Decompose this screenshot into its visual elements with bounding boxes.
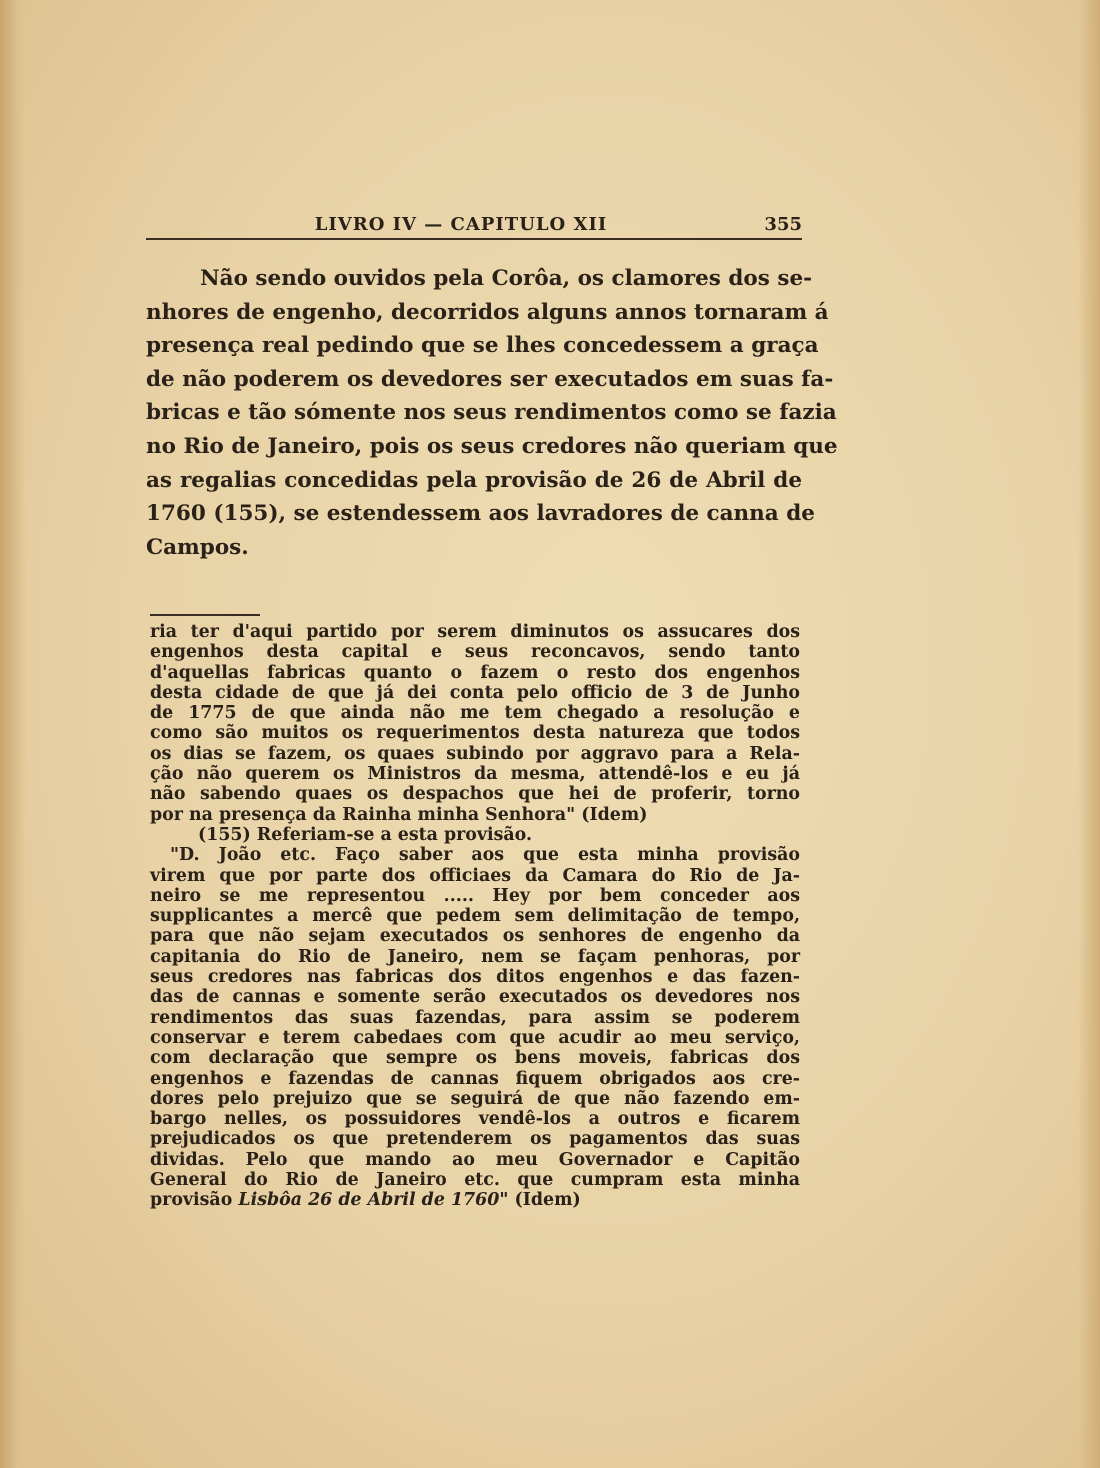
footnote-155-line: capitania do Rio de Janeiro, nem se façam penhoras, por [150, 946, 800, 967]
footnote-155-line: prejudicados os que pretenderem os pagamentos das suas [150, 1129, 800, 1150]
footnote-line: engenhos desta capital e seus reconcavos, sendo tanto [150, 642, 800, 663]
footnote-line: os dias se fazem, os quaes subindo por aggravo para a Rela- [150, 743, 800, 764]
footnotes [150, 622, 800, 1211]
footnote-line: como são muitos os requerimentos desta natureza que todos [150, 723, 800, 744]
footnote-155-line: dores pelo prejuizo que se seguirá de que não fazendo em- [150, 1088, 800, 1109]
body-line: nhores de engenho, decorridos alguns annos tornaram á [146, 299, 829, 325]
page-right-edge [1078, 0, 1100, 1468]
footnote-155-line: virem que por parte dos officiaes da Camara do Rio de Ja- [150, 865, 800, 886]
footnote-155-line: bargo nelles, os possuidores vendê-los a outros e ficarem [150, 1109, 800, 1130]
footnote-line: por na presença da Rainha minha Senhora" (Idem) [150, 804, 648, 825]
footnote-155-last-line [150, 1190, 800, 1210]
main-paragraph [146, 262, 838, 564]
footnote-155-line: seus credores nas fabricas dos ditos engenhos e das fazen- [150, 967, 800, 988]
page-left-edge [0, 0, 26, 1468]
body-line: Campos. [146, 534, 249, 560]
body-line: as regalias concedidas pela provisão de 26 de Abril de [146, 467, 802, 493]
body-line: 1760 (155), se estendessem aos lavradores de canna de [146, 501, 815, 527]
footnote-155-line: "D. João etc. Faço saber aos que esta minha provisão [170, 845, 800, 866]
footnote-155-line: para que não sejam executados os senhores de engenho da [150, 926, 800, 947]
footnote-line: ção não querem os Ministros da mesma, attendê-los e eu já [150, 764, 800, 785]
header-rule [146, 238, 802, 240]
footnote-line: não sabendo quaes os despachos que hei de proferir, torno [150, 784, 800, 805]
footnote-155-line: neiro se me representou ..... Hey por bem conceder aos [150, 885, 800, 906]
page-number: 355 [764, 214, 802, 235]
body-line: de não poderem os devedores ser executados em suas fa- [146, 366, 834, 392]
footnote-155-line: com declaração que sempre os bens moveis, fabricas dos [150, 1048, 800, 1069]
footnote-line: de 1775 de que ainda não me tem chegado a resolução e [150, 703, 800, 724]
body-line: Não sendo ouvidos pela Corôa, os clamores dos se- [200, 266, 813, 291]
footnote-155-title: (155) Referiam-se a esta provisão. [198, 824, 533, 845]
footnote-rule [150, 614, 260, 616]
footnote-line: d'aquellas fabricas quanto o fazem o resto dos engenhos [150, 662, 800, 683]
footnote-155-line: General do Rio de Janeiro etc. que cumpram esta minha [150, 1170, 800, 1191]
footnote-155-line: dividas. Pelo que mando ao meu Governador e Capitão [150, 1149, 800, 1170]
footnote-155-line: conservar e terem cabedaes com que acudir ao meu serviço, [150, 1027, 800, 1048]
body-line: presença real pedindo que se lhes concedessem a graça [146, 333, 819, 359]
footnote-line: ria ter d'aqui partido por serem diminutos os assucares dos [150, 622, 800, 642]
last-line-suffix: (Idem) [508, 1190, 581, 1211]
last-line-italic: Lisbôa 26 de Abril de 1760" [238, 1190, 509, 1211]
footnote-155-line: rendimentos das suas fazendas, para assim se poderem [150, 1007, 800, 1028]
footnote-line: desta cidade de que já dei conta pelo officio de 3 de Junho [150, 682, 800, 703]
footnote-155-line: engenhos e fazendas de cannas fiquem obrigados aos cre- [150, 1068, 800, 1089]
footnote-155-line: das de cannas e somente serão executados os devedores nos [150, 987, 800, 1008]
footnote-155-line: supplicantes a mercê que pedem sem delimitação de tempo, [150, 906, 800, 927]
body-line: no Rio de Janeiro, pois os seus credores não queriam que [146, 433, 838, 459]
body-line: bricas e tão sómente nos seus rendimentos como se fazia [146, 400, 837, 426]
running-head: LIVRO IV — CAPITULO XII [314, 214, 608, 235]
last-line-prefix: provisão [150, 1190, 239, 1211]
